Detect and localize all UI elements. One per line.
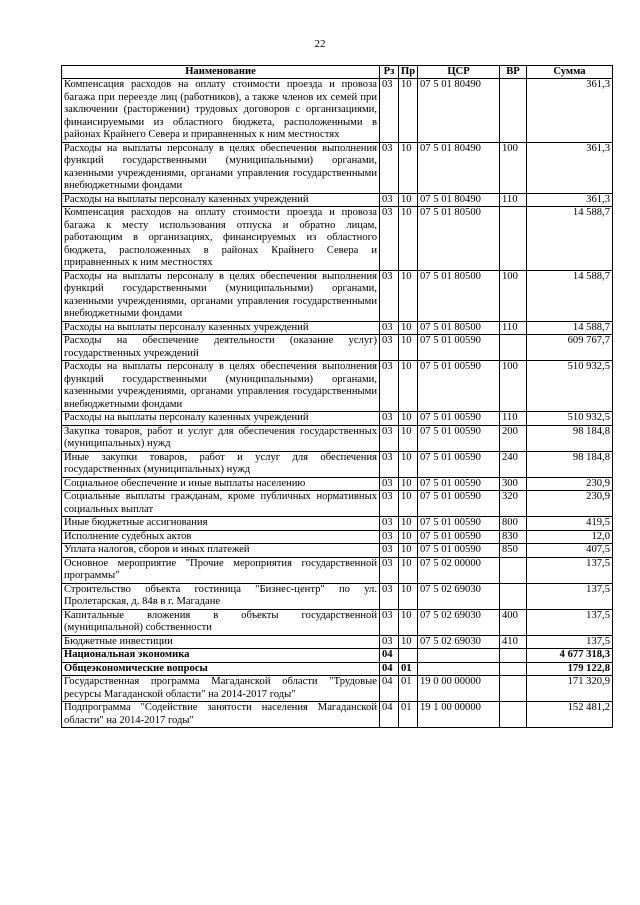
cell-name: Расходы на выплаты персоналу казенных учреждений <box>62 193 380 207</box>
cell-rz: 03 <box>380 425 399 451</box>
cell-vr <box>500 207 527 271</box>
cell-csr: 07 5 02 69030 <box>418 609 500 635</box>
cell-vr: 830 <box>500 530 527 544</box>
cell-pr: 10 <box>399 142 418 193</box>
cell-pr: 10 <box>399 583 418 609</box>
cell-rz: 03 <box>380 544 399 558</box>
header-pr: Пр <box>399 66 418 79</box>
cell-csr: 07 5 01 00590 <box>418 477 500 491</box>
cell-pr: 10 <box>399 544 418 558</box>
cell-sum: 230,9 <box>527 477 613 491</box>
cell-pr: 10 <box>399 270 418 321</box>
page-number: 22 <box>314 38 326 50</box>
cell-pr: 01 <box>399 662 418 676</box>
cell-vr <box>500 583 527 609</box>
cell-vr: 410 <box>500 635 527 649</box>
cell-vr <box>500 676 527 702</box>
cell-rz: 03 <box>380 193 399 207</box>
cell-sum: 137,5 <box>527 557 613 583</box>
cell-csr: 07 5 01 00590 <box>418 517 500 531</box>
table-header-row <box>62 66 613 79</box>
cell-rz: 03 <box>380 207 399 271</box>
cell-name: Капитальные вложения в объекты государственной (муниципальной) собственности <box>62 609 380 635</box>
cell-csr: 07 5 01 80500 <box>418 321 500 335</box>
cell-csr <box>418 649 500 663</box>
cell-rz: 03 <box>380 583 399 609</box>
cell-rz: 03 <box>380 451 399 477</box>
budget-table <box>61 65 613 728</box>
table-row <box>62 477 613 491</box>
table-row <box>62 451 613 477</box>
cell-vr: 100 <box>500 142 527 193</box>
cell-name: Национальная экономика <box>62 649 380 663</box>
cell-csr: 07 5 01 80490 <box>418 142 500 193</box>
cell-sum: 419,5 <box>527 517 613 531</box>
cell-rz: 04 <box>380 702 399 728</box>
cell-vr: 400 <box>500 609 527 635</box>
cell-pr: 10 <box>399 412 418 426</box>
cell-csr: 19 1 00 00000 <box>418 702 500 728</box>
cell-vr <box>500 79 527 143</box>
cell-rz: 03 <box>380 557 399 583</box>
cell-pr: 10 <box>399 207 418 271</box>
cell-rz: 03 <box>380 270 399 321</box>
header-csr: ЦСР <box>418 66 500 79</box>
table-row <box>62 649 613 663</box>
cell-vr: 800 <box>500 517 527 531</box>
cell-rz: 04 <box>380 676 399 702</box>
cell-sum: 4 677 318,3 <box>527 649 613 663</box>
cell-rz: 04 <box>380 649 399 663</box>
cell-sum: 12,0 <box>527 530 613 544</box>
cell-pr: 10 <box>399 477 418 491</box>
cell-vr <box>500 702 527 728</box>
cell-rz: 03 <box>380 361 399 412</box>
cell-vr: 320 <box>500 491 527 517</box>
cell-pr: 10 <box>399 361 418 412</box>
cell-sum: 407,5 <box>527 544 613 558</box>
cell-csr: 07 5 01 80500 <box>418 270 500 321</box>
table-row <box>62 544 613 558</box>
cell-pr: 10 <box>399 451 418 477</box>
cell-rz: 03 <box>380 335 399 361</box>
cell-vr: 110 <box>500 321 527 335</box>
cell-sum: 510 932,5 <box>527 412 613 426</box>
table-row <box>62 425 613 451</box>
cell-name: Подпрограмма "Содействие занятости населения Магаданской области" на 2014-2017 годы" <box>62 702 380 728</box>
cell-rz: 03 <box>380 477 399 491</box>
cell-csr: 07 5 02 00000 <box>418 557 500 583</box>
cell-pr: 10 <box>399 425 418 451</box>
cell-vr: 850 <box>500 544 527 558</box>
cell-name: Социальные выплаты гражданам, кроме публичных нормативных социальных выплат <box>62 491 380 517</box>
cell-pr: 10 <box>399 491 418 517</box>
table-row <box>62 517 613 531</box>
cell-sum: 361,3 <box>527 193 613 207</box>
cell-name: Общеэкономические вопросы <box>62 662 380 676</box>
header-name: Наименование <box>62 66 380 79</box>
cell-rz: 03 <box>380 530 399 544</box>
cell-name: Иные закупки товаров, работ и услуг для обеспечения государственных (муниципальных) нужд <box>62 451 380 477</box>
cell-vr: 110 <box>500 412 527 426</box>
cell-csr: 07 5 02 69030 <box>418 635 500 649</box>
cell-sum: 14 588,7 <box>527 321 613 335</box>
table-row <box>62 335 613 361</box>
table-row <box>62 412 613 426</box>
cell-pr: 10 <box>399 321 418 335</box>
cell-vr: 200 <box>500 425 527 451</box>
cell-name: Расходы на выплаты персоналу в целях обеспечения выполнения функций государственными (муниципальными) органами, казенными учреждениями, органами управления государственными внебюджетными фондами <box>62 361 380 412</box>
cell-csr: 07 5 01 00590 <box>418 361 500 412</box>
cell-vr <box>500 649 527 663</box>
table-row <box>62 270 613 321</box>
cell-sum: 361,3 <box>527 79 613 143</box>
cell-name: Уплата налогов, сборов и иных платежей <box>62 544 380 558</box>
table-row <box>62 609 613 635</box>
table-row <box>62 583 613 609</box>
table-row <box>62 702 613 728</box>
cell-rz: 03 <box>380 412 399 426</box>
table-row <box>62 662 613 676</box>
cell-vr: 100 <box>500 361 527 412</box>
cell-sum: 14 588,7 <box>527 207 613 271</box>
cell-vr: 100 <box>500 270 527 321</box>
header-rz: Рз <box>380 66 399 79</box>
cell-csr: 07 5 02 69030 <box>418 583 500 609</box>
cell-pr: 10 <box>399 557 418 583</box>
cell-sum: 510 932,5 <box>527 361 613 412</box>
cell-rz: 03 <box>380 635 399 649</box>
table-row <box>62 491 613 517</box>
cell-name: Расходы на обеспечение деятельности (оказание услуг) государственных учреждений <box>62 335 380 361</box>
table-row <box>62 676 613 702</box>
cell-csr: 07 5 01 00590 <box>418 544 500 558</box>
cell-name: Расходы на выплаты персоналу казенных учреждений <box>62 321 380 335</box>
table-row <box>62 635 613 649</box>
cell-vr <box>500 557 527 583</box>
cell-sum: 98 184,8 <box>527 451 613 477</box>
cell-sum: 152 481,2 <box>527 702 613 728</box>
cell-name: Расходы на выплаты персоналу казенных учреждений <box>62 412 380 426</box>
cell-sum: 98 184,8 <box>527 425 613 451</box>
cell-pr: 01 <box>399 676 418 702</box>
cell-name: Государственная программа Магаданской области "Трудовые ресурсы Магаданской области" на 2014-2017 годы" <box>62 676 380 702</box>
cell-pr: 10 <box>399 79 418 143</box>
cell-sum: 179 122,8 <box>527 662 613 676</box>
cell-csr: 07 5 01 00590 <box>418 451 500 477</box>
cell-sum: 171 320,9 <box>527 676 613 702</box>
cell-pr: 10 <box>399 530 418 544</box>
cell-pr: 10 <box>399 609 418 635</box>
cell-vr <box>500 335 527 361</box>
table-row <box>62 321 613 335</box>
cell-sum: 137,5 <box>527 583 613 609</box>
cell-csr <box>418 662 500 676</box>
cell-vr: 240 <box>500 451 527 477</box>
cell-name: Социальное обеспечение и иные выплаты населению <box>62 477 380 491</box>
cell-rz: 03 <box>380 321 399 335</box>
cell-rz: 03 <box>380 491 399 517</box>
cell-name: Компенсация расходов на оплату стоимости проезда и провоза багажа к месту использования отпуска и обратно лицам, работающим в организациях, финансируемых из областного бюджета, расположенных в районах Крайнего Севера и приравненных к ним местностях <box>62 207 380 271</box>
cell-sum: 14 588,7 <box>527 270 613 321</box>
cell-name: Расходы на выплаты персоналу в целях обеспечения выполнения функций государственными (муниципальными) органами, казенными учреждениями, органами управления государственными внебюджетными фондами <box>62 142 380 193</box>
table-row <box>62 79 613 143</box>
cell-csr: 07 5 01 80500 <box>418 207 500 271</box>
cell-sum: 137,5 <box>527 635 613 649</box>
table-row <box>62 193 613 207</box>
cell-sum: 230,9 <box>527 491 613 517</box>
cell-csr: 07 5 01 80490 <box>418 79 500 143</box>
cell-csr: 07 5 01 00590 <box>418 530 500 544</box>
cell-name: Компенсация расходов на оплату стоимости проезда и провоза багажа при переезде лиц (работников), а также членов их семей при заключении (расторжении) трудовых договоров с организациями, финансируемыми из областного бюджета, расположенными в районах Крайнего Севера и приравненных к ним местностях <box>62 79 380 143</box>
cell-sum: 361,3 <box>527 142 613 193</box>
cell-pr: 01 <box>399 702 418 728</box>
cell-rz: 03 <box>380 79 399 143</box>
cell-csr: 19 0 00 00000 <box>418 676 500 702</box>
cell-sum: 609 767,7 <box>527 335 613 361</box>
table-row <box>62 530 613 544</box>
cell-name: Исполнение судебных актов <box>62 530 380 544</box>
cell-sum: 137,5 <box>527 609 613 635</box>
cell-name: Иные бюджетные ассигнования <box>62 517 380 531</box>
cell-pr: 10 <box>399 635 418 649</box>
cell-name: Основное мероприятие "Прочие мероприятия государственной программы" <box>62 557 380 583</box>
cell-name: Закупка товаров, работ и услуг для обеспечения государственных (муниципальных) нужд <box>62 425 380 451</box>
cell-rz: 03 <box>380 142 399 193</box>
cell-rz: 03 <box>380 517 399 531</box>
cell-csr: 07 5 01 00590 <box>418 335 500 361</box>
cell-pr: 10 <box>399 517 418 531</box>
table-body <box>62 79 613 728</box>
table-row <box>62 142 613 193</box>
cell-vr: 300 <box>500 477 527 491</box>
header-sum: Сумма <box>527 66 613 79</box>
cell-name: Бюджетные инвестиции <box>62 635 380 649</box>
cell-csr: 07 5 01 80490 <box>418 193 500 207</box>
cell-vr <box>500 662 527 676</box>
cell-name: Строительство объекта гостиница "Бизнес-центр" по ул. Пролетарская, д. 84в в г. Магадане <box>62 583 380 609</box>
cell-csr: 07 5 01 00590 <box>418 412 500 426</box>
cell-pr: 10 <box>399 193 418 207</box>
cell-csr: 07 5 01 00590 <box>418 425 500 451</box>
cell-rz: 04 <box>380 662 399 676</box>
cell-rz: 03 <box>380 609 399 635</box>
cell-csr: 07 5 01 00590 <box>418 491 500 517</box>
cell-vr: 110 <box>500 193 527 207</box>
table-row <box>62 207 613 271</box>
header-vr: ВР <box>500 66 527 79</box>
cell-name: Расходы на выплаты персоналу в целях обеспечения выполнения функций государственными (муниципальными) органами, казенными учреждениями, органами управления государственными внебюджетными фондами <box>62 270 380 321</box>
cell-pr <box>399 649 418 663</box>
table-row <box>62 361 613 412</box>
cell-pr: 10 <box>399 335 418 361</box>
table-row <box>62 557 613 583</box>
